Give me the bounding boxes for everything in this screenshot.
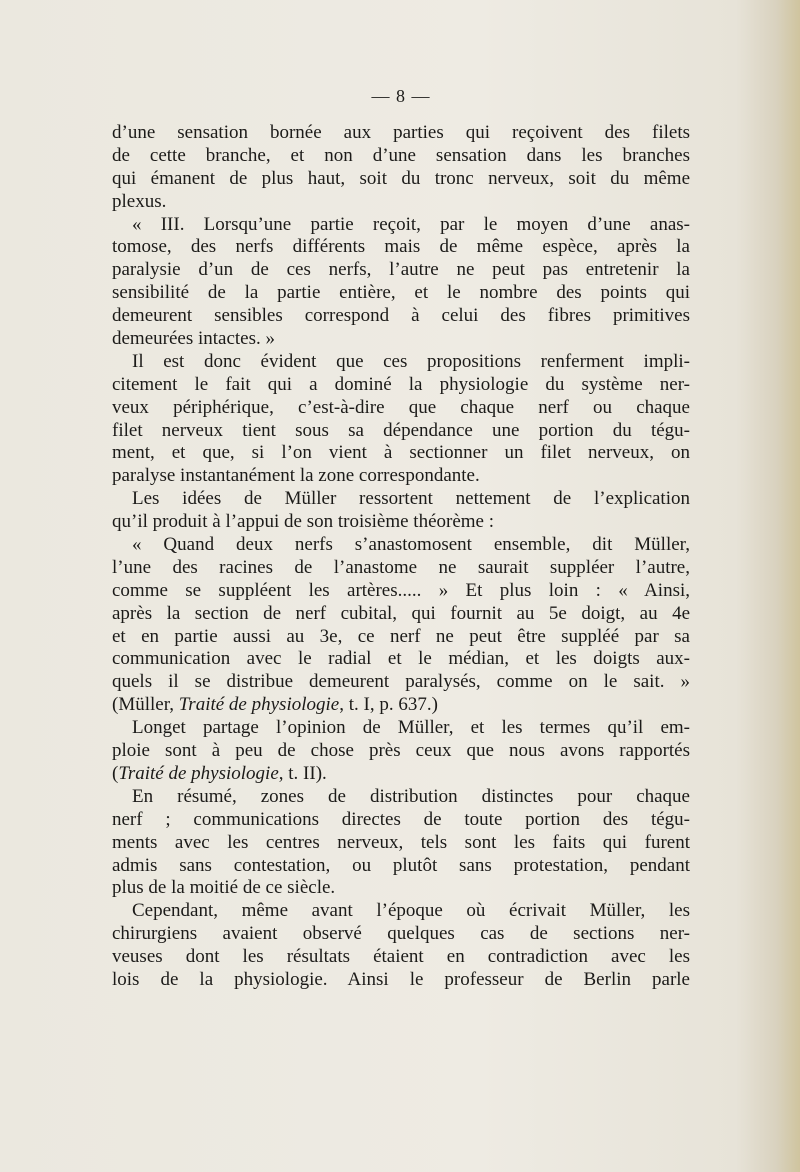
text-segment: , t. I, p. 637.) xyxy=(339,694,438,716)
text-line: ment, et que, si l’on vient à sectionner un filet nerveux, on xyxy=(112,442,690,464)
text-line: sensibilité de la partie entière, et le nombre des points qui xyxy=(112,282,690,304)
book-title-italic: Traité de physiologie xyxy=(178,694,340,716)
text-line: comme se suppléent les artères..... » Et plus loin : « Ainsi, xyxy=(112,579,690,601)
text-line: communication avec le radial et le médian, et les doigts aux- xyxy=(112,648,690,670)
text-segment: ( xyxy=(112,762,119,784)
text-line: d’une sensation bornée aux parties qui reçoivent des filets xyxy=(112,122,690,143)
page-number: — 8 — xyxy=(371,86,431,106)
text-segment: (Müller, xyxy=(112,694,179,716)
text-line: quels il se distribue demeurent paralysés, comme on le sait. » xyxy=(112,671,690,693)
text-line: paralysie d’un de ces nerfs, l’autre ne peut pas entretenir la xyxy=(112,259,690,281)
text-line: ments avec les centres nerveux, tels sont les faits qui furent xyxy=(112,831,690,853)
text-line: veuses dont les résultats étaient en contradiction avec les xyxy=(112,946,690,968)
text-line: plexus. xyxy=(112,190,167,212)
text-line: Cependant, même avant l’époque où écrivait Müller, les xyxy=(132,900,690,922)
text-line: veux périphérique, c’est-à-dire que chaque nerf ou chaque xyxy=(112,396,690,418)
text-line: chirurgiens avaient observé quelques cas de sections ner- xyxy=(112,923,690,945)
text-line: « Quand deux nerfs s’anastomosent ensemble, dit Müller, xyxy=(132,534,690,556)
text-line xyxy=(112,694,690,717)
text-line: après la section de nerf cubital, qui fournit au 5e doigt, au 4e xyxy=(112,602,690,624)
text-line: admis sans contestation, ou plutôt sans protestation, pendant xyxy=(112,854,690,876)
book-title-italic: Traité de physiologie xyxy=(118,762,279,784)
text-line: filet nerveux tient sous sa dépendance une portion du tégu- xyxy=(112,419,690,441)
text-line: paralyse instantanément la zone correspondante. xyxy=(112,465,480,487)
text-line: « III. Lorsqu’une partie reçoit, par le moyen d’une anas- xyxy=(132,213,690,235)
text-line: Longet partage l’opinion de Müller, et les termes qu’il em- xyxy=(132,717,690,739)
body-text xyxy=(112,122,690,992)
text-line: Il est donc évident que ces propositions renferment impli- xyxy=(132,350,690,372)
text-line: Les idées de Müller ressortent nettement de l’explication xyxy=(132,488,690,510)
text-line xyxy=(112,763,690,786)
text-line: l’une des racines de l’anastome ne saurait suppléer l’autre, xyxy=(112,556,690,578)
text-line: tomose, des nerfs différents mais de même espèce, après la xyxy=(112,236,690,258)
text-line: En résumé, zones de distribution distinctes pour chaque xyxy=(132,785,690,807)
text-line: demeurées intactes. » xyxy=(112,328,276,350)
text-block xyxy=(112,84,690,992)
text-line: plus de la moitié de ce siècle. xyxy=(112,877,336,899)
text-line: qu’il produit à l’appui de son troisième théorème : xyxy=(112,511,495,533)
text-line: citement le fait qui a dominé la physiologie du système ner- xyxy=(112,373,690,395)
text-line: demeurent sensibles correspond à celui des fibres primitives xyxy=(112,305,690,327)
text-line: lois de la physiologie. Ainsi le professeur de Berlin parle xyxy=(112,968,690,990)
text-line: ploie sont à peu de chose près ceux que nous avons rapportés xyxy=(112,740,690,762)
text-line: de cette branche, et non d’une sensation dans les branches xyxy=(112,144,690,166)
text-line: qui émanent de plus haut, soit du tronc nerveux, soit du même xyxy=(112,167,690,189)
text-segment: , t. II). xyxy=(278,762,327,784)
text-line: et en partie aussi au 3e, ce nerf ne peut être suppléé par sa xyxy=(112,625,690,647)
text-line: nerf ; communications directes de toute portion des tégu- xyxy=(112,808,690,830)
